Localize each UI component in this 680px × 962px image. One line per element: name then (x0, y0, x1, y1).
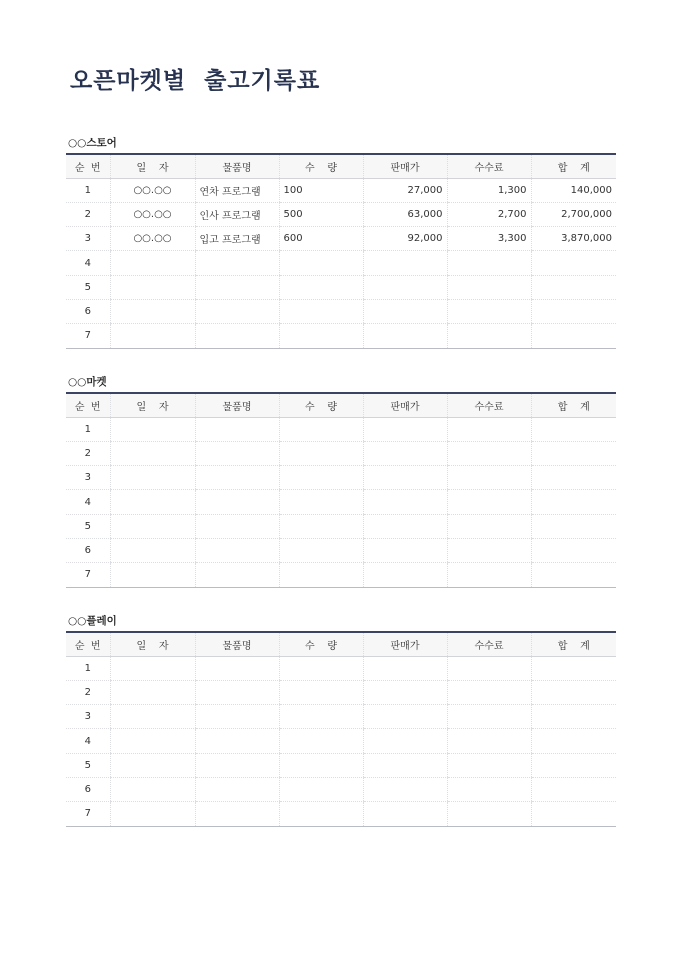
col-no-cell: 4 (66, 490, 110, 514)
col-fee-cell (447, 777, 531, 801)
col-qty-header: 수 량 (279, 393, 363, 417)
col-qty-cell (279, 729, 363, 753)
col-total-cell: 3,870,000 (531, 227, 616, 251)
col-total-cell (531, 538, 616, 562)
col-date-cell (110, 656, 195, 680)
col-item-cell (195, 251, 279, 275)
col-item-cell (195, 514, 279, 538)
col-fee-cell (447, 680, 531, 704)
col-fee-header: 수수료 (447, 393, 531, 417)
col-date-header: 일 자 (110, 632, 195, 656)
col-qty-cell (279, 777, 363, 801)
col-no-cell: 6 (66, 777, 110, 801)
col-item-header: 물품명 (195, 393, 279, 417)
col-no-cell: 5 (66, 753, 110, 777)
col-price-cell (363, 802, 447, 826)
section-title: ○○플레이 (68, 615, 117, 627)
col-total-header: 합 계 (531, 632, 616, 656)
col-item-cell: 연차 프로그램 (195, 178, 279, 202)
table-row (66, 178, 616, 202)
table-row (66, 563, 616, 587)
col-qty-cell (279, 466, 363, 490)
col-price-cell (363, 729, 447, 753)
col-no-cell: 2 (66, 441, 110, 465)
col-price-cell (363, 680, 447, 704)
col-fee-cell (447, 466, 531, 490)
col-qty-cell (279, 802, 363, 826)
table-row (66, 802, 616, 826)
table-row (66, 705, 616, 729)
col-item-cell (195, 275, 279, 299)
col-item-cell: 입고 프로그램 (195, 227, 279, 251)
col-total-header: 합 계 (531, 154, 616, 178)
col-qty-header: 수 량 (279, 154, 363, 178)
section-2 (66, 373, 616, 588)
col-qty-cell (279, 538, 363, 562)
col-fee-cell (447, 441, 531, 465)
col-total-cell (531, 466, 616, 490)
col-price-cell (363, 324, 447, 348)
col-item-header: 물품명 (195, 632, 279, 656)
col-fee-cell (447, 514, 531, 538)
col-no-cell: 5 (66, 514, 110, 538)
col-date-cell: ○○.○○ (110, 178, 195, 202)
table-row (66, 202, 616, 226)
col-total-cell (531, 563, 616, 587)
col-total-cell (531, 324, 616, 348)
col-price-cell (363, 490, 447, 514)
col-price-cell (363, 417, 447, 441)
col-no-cell: 1 (66, 417, 110, 441)
col-fee-cell (447, 802, 531, 826)
col-total-cell (531, 514, 616, 538)
col-total-cell (531, 299, 616, 323)
col-fee-cell (447, 299, 531, 323)
col-fee-cell (447, 275, 531, 299)
col-price-cell: 27,000 (363, 178, 447, 202)
col-total-cell (531, 753, 616, 777)
col-qty-cell (279, 563, 363, 587)
col-qty-cell: 600 (279, 227, 363, 251)
col-qty-cell (279, 753, 363, 777)
col-qty-cell (279, 490, 363, 514)
col-qty-cell (279, 514, 363, 538)
table-row (66, 656, 616, 680)
col-total-cell (531, 680, 616, 704)
col-total-cell (531, 490, 616, 514)
col-no-cell: 6 (66, 299, 110, 323)
table-row (66, 538, 616, 562)
col-no-cell: 5 (66, 275, 110, 299)
table-row (66, 777, 616, 801)
col-price-cell (363, 514, 447, 538)
col-no-cell: 2 (66, 202, 110, 226)
col-fee-cell (447, 705, 531, 729)
col-qty-cell (279, 680, 363, 704)
col-item-cell (195, 753, 279, 777)
col-item-cell (195, 490, 279, 514)
table-row (66, 441, 616, 465)
col-total-cell: 2,700,000 (531, 202, 616, 226)
col-no-cell: 1 (66, 178, 110, 202)
col-fee-cell: 2,700 (447, 202, 531, 226)
col-no-cell: 7 (66, 802, 110, 826)
col-price-header: 판매가 (363, 154, 447, 178)
col-price-cell (363, 299, 447, 323)
col-qty-cell (279, 705, 363, 729)
col-date-cell (110, 729, 195, 753)
col-qty-cell (279, 299, 363, 323)
col-total-cell (531, 802, 616, 826)
col-total-cell (531, 656, 616, 680)
col-price-cell: 92,000 (363, 227, 447, 251)
col-no-header: 순 번 (66, 154, 110, 178)
col-date-cell (110, 705, 195, 729)
col-price-header: 판매가 (363, 632, 447, 656)
col-price-cell (363, 705, 447, 729)
col-total-header: 합 계 (531, 393, 616, 417)
col-no-header: 순 번 (66, 632, 110, 656)
table-row (66, 324, 616, 348)
col-fee-cell (447, 490, 531, 514)
table-row (66, 729, 616, 753)
col-fee-cell (447, 417, 531, 441)
col-no-cell: 6 (66, 538, 110, 562)
col-qty-header: 수 량 (279, 632, 363, 656)
col-item-cell: 인사 프로그램 (195, 202, 279, 226)
col-item-header: 물품명 (195, 154, 279, 178)
col-item-cell (195, 299, 279, 323)
col-date-header: 일 자 (110, 154, 195, 178)
col-fee-header: 수수료 (447, 632, 531, 656)
col-item-cell (195, 656, 279, 680)
table-row (66, 417, 616, 441)
table-row (66, 275, 616, 299)
table-row (66, 490, 616, 514)
col-total-cell (531, 417, 616, 441)
col-price-cell (363, 466, 447, 490)
col-price-header: 판매가 (363, 393, 447, 417)
col-total-cell (531, 729, 616, 753)
col-no-cell: 4 (66, 251, 110, 275)
col-no-cell: 3 (66, 466, 110, 490)
table-row (66, 753, 616, 777)
col-date-cell (110, 441, 195, 465)
col-total-cell: 140,000 (531, 178, 616, 202)
table-row (66, 299, 616, 323)
ledger-table (66, 153, 616, 349)
col-total-cell (531, 275, 616, 299)
col-fee-cell: 3,300 (447, 227, 531, 251)
col-fee-cell (447, 753, 531, 777)
col-date-cell (110, 324, 195, 348)
col-date-header: 일 자 (110, 393, 195, 417)
col-total-cell (531, 441, 616, 465)
col-no-cell: 1 (66, 656, 110, 680)
col-date-cell (110, 417, 195, 441)
col-date-cell: ○○.○○ (110, 202, 195, 226)
col-no-cell: 2 (66, 680, 110, 704)
table-row (66, 227, 616, 251)
col-date-cell (110, 514, 195, 538)
col-fee-cell (447, 729, 531, 753)
col-fee-cell: 1,300 (447, 178, 531, 202)
col-item-cell (195, 705, 279, 729)
col-qty-cell (279, 441, 363, 465)
col-date-cell (110, 680, 195, 704)
table-row (66, 514, 616, 538)
col-date-cell (110, 275, 195, 299)
table-row (66, 680, 616, 704)
col-total-cell (531, 777, 616, 801)
col-qty-cell: 500 (279, 202, 363, 226)
col-price-cell (363, 777, 447, 801)
section-title: ○○스토어 (68, 137, 117, 149)
table-header-row (66, 154, 616, 178)
col-no-cell: 7 (66, 563, 110, 587)
col-date-cell (110, 802, 195, 826)
section-title: ○○마켓 (68, 376, 107, 388)
col-item-cell (195, 680, 279, 704)
col-price-cell (363, 251, 447, 275)
ledger-table (66, 631, 616, 827)
col-price-cell (363, 275, 447, 299)
table-header-row (66, 393, 616, 417)
col-qty-cell (279, 656, 363, 680)
col-item-cell (195, 777, 279, 801)
col-total-cell (531, 251, 616, 275)
col-qty-cell (279, 275, 363, 299)
col-date-cell (110, 466, 195, 490)
col-item-cell (195, 563, 279, 587)
table-row (66, 251, 616, 275)
col-date-cell (110, 563, 195, 587)
col-qty-cell: 100 (279, 178, 363, 202)
col-item-cell (195, 466, 279, 490)
col-item-cell (195, 802, 279, 826)
col-fee-cell (447, 656, 531, 680)
col-no-cell: 3 (66, 227, 110, 251)
col-price-cell (363, 753, 447, 777)
col-date-cell (110, 753, 195, 777)
col-price-cell (363, 538, 447, 562)
col-no-cell: 4 (66, 729, 110, 753)
col-fee-cell (447, 324, 531, 348)
col-date-cell (110, 538, 195, 562)
col-item-cell (195, 729, 279, 753)
table-row (66, 466, 616, 490)
col-item-cell (195, 441, 279, 465)
col-qty-cell (279, 251, 363, 275)
col-price-cell (363, 441, 447, 465)
col-price-cell (363, 656, 447, 680)
col-no-cell: 3 (66, 705, 110, 729)
col-date-cell (110, 490, 195, 514)
col-date-cell (110, 251, 195, 275)
col-date-cell: ○○.○○ (110, 227, 195, 251)
col-item-cell (195, 324, 279, 348)
col-date-cell (110, 777, 195, 801)
col-qty-cell (279, 324, 363, 348)
col-price-cell (363, 563, 447, 587)
col-no-header: 순 번 (66, 393, 110, 417)
col-price-cell: 63,000 (363, 202, 447, 226)
col-total-cell (531, 705, 616, 729)
col-no-cell: 7 (66, 324, 110, 348)
col-qty-cell (279, 417, 363, 441)
col-item-cell (195, 538, 279, 562)
section-1 (66, 134, 616, 349)
col-fee-cell (447, 251, 531, 275)
ledger-table (66, 392, 616, 588)
section-3 (66, 612, 616, 827)
table-header-row (66, 632, 616, 656)
col-date-cell (110, 299, 195, 323)
col-fee-cell (447, 563, 531, 587)
page-title: 오픈마켓별 출고기록표 (70, 68, 321, 94)
col-item-cell (195, 417, 279, 441)
col-fee-header: 수수료 (447, 154, 531, 178)
col-fee-cell (447, 538, 531, 562)
